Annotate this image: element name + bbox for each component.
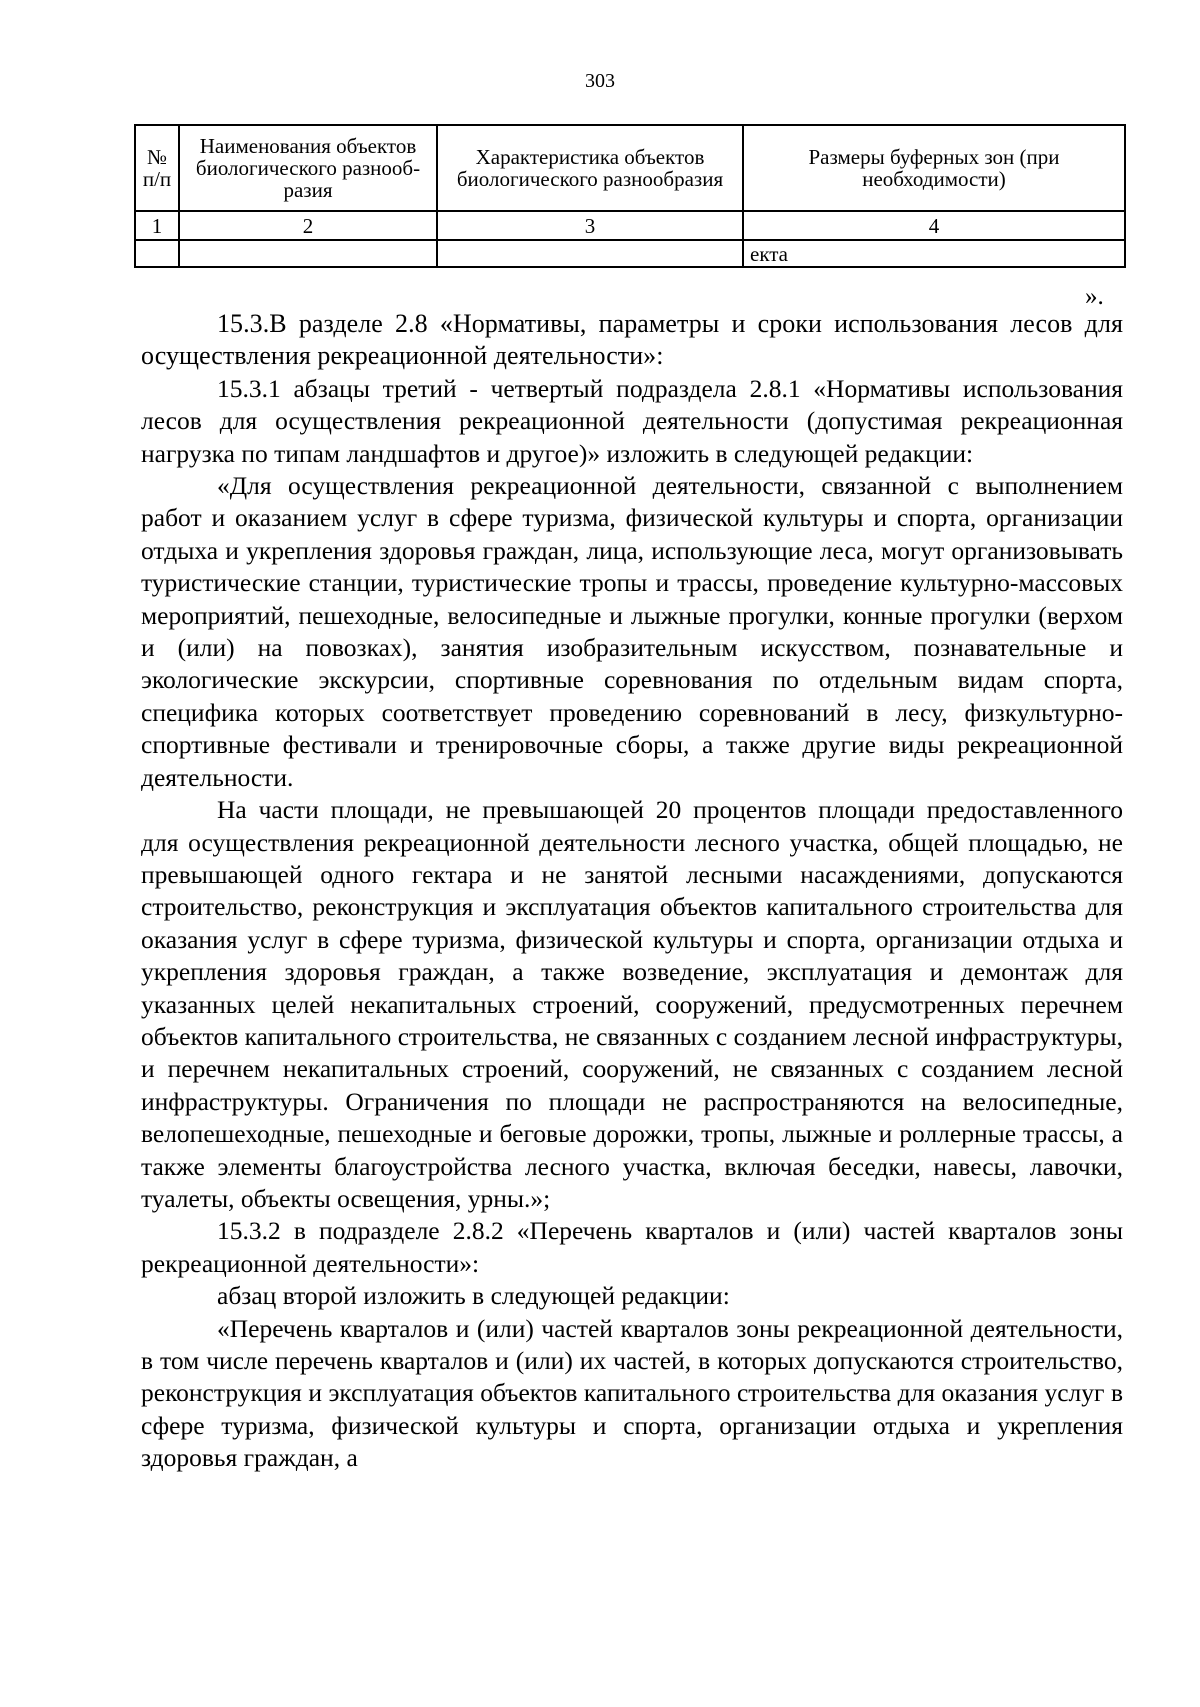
- column-number: 3: [437, 211, 743, 240]
- table-row: [135, 240, 1125, 267]
- table-cell: [437, 240, 743, 267]
- closing-quote: ».: [1085, 283, 1104, 310]
- document-body: [141, 308, 1123, 1475]
- header-object-characteristics: Характеристика объектов биологического разнообразия: [437, 125, 743, 211]
- paragraph: 15.3.1 абзацы третий - четвертый подраздела 2.8.1 «Нормативы использования лесов для осуществления рекреационной деятельности (допустимая рекреационная нагрузка по типам ландшафтов и другое)» изложить в следующей редакции:: [141, 373, 1123, 468]
- column-number-row: [135, 211, 1125, 240]
- paragraph: абзац второй изложить в следующей редакции:: [217, 1281, 730, 1311]
- paragraph: 15.3.2 в подразделе 2.8.2 «Перечень кварталов и (или) частей кварталов зоны рекреационной деятельности»:: [141, 1216, 1123, 1278]
- header-object-names: Наименования объектов биологического разнооб-разия: [179, 125, 437, 211]
- table-cell-fragment: екта: [743, 240, 1125, 267]
- table-cell: [179, 240, 437, 267]
- header-buffer-zone-sizes: Размеры буферных зон (при необходимости): [743, 125, 1125, 211]
- biodiversity-table: [134, 124, 1126, 268]
- header-number: № п/п: [135, 125, 179, 211]
- paragraph: 15.3.В разделе 2.8 «Нормативы, параметры и сроки использования лесов для осуществления рекреационной деятельности»:: [141, 309, 1123, 371]
- column-number: 4: [743, 211, 1125, 240]
- paragraph: На части площади, не превышающей 20 процентов площади предоставленного для осуществления рекреационной деятельности лесного участка, общей площадью, не превышающей одного гектара и не занятой лесными насаждениями, допускаются строительство, реконструкция и эксплуатация объектов капитального строительства для оказания услуг в сфере туризма, физической культуры и спорта, организации отдыха и укрепления здоровья граждан, а также возведение, эксплуатация и демонтаж для указанных целей некапитальных строений, сооружений, предусмотренных перечнем объектов капитального строительства, не связанных с созданием лесной инфраструктуры, и перечнем некапитальных строений, сооружений, не связанных с созданием лесной инфраструктуры. Ограничения по площади не распространяются на велосипедные, велопешеходные, пешеходные и беговые дорожки, тропы, лыжные и роллерные трассы, а также элементы благоустройства лесного участка, включая беседки, навесы, лавочки, туалеты, объекты освещения, урны.»;: [141, 795, 1123, 1213]
- table-cell: [135, 240, 179, 267]
- paragraph: «Перечень кварталов и (или) частей кварталов зоны рекреационной деятельности, в том числе перечень кварталов и (или) их частей, в которых допускаются строительство, реконструкция и эксплуатация объектов капитального строительства для оказания услуг в сфере туризма, физической культуры и спорта, организации отдыха и укрепления здоровья граждан, а: [141, 1313, 1123, 1473]
- column-number: 1: [135, 211, 179, 240]
- table-header-row: [135, 125, 1125, 211]
- paragraph: «Для осуществления рекреационной деятельности, связанной с выполнением работ и оказанием услуг в сфере туризма, физической культуры и спорта, организации отдыха и укрепления здоровья граждан, лица, использующие леса, могут организовывать туристические станции, туристические тропы и трассы, проведение культурно-массовых мероприятий, пешеходные, велосипедные и лыжные прогулки, конные прогулки (верхом и (или) на повозках), занятия изобразительным искусством, познавательные и экологические экскурсии, спортивные соревнования по отдельным видам спорта, специфика которых соответствует проведению соревнований в лесу, физкультурно-спортивные фестивали и тренировочные сборы, а также другие виды рекреационной деятельности.: [141, 471, 1123, 792]
- page-number: 303: [585, 70, 615, 92]
- column-number: 2: [179, 211, 437, 240]
